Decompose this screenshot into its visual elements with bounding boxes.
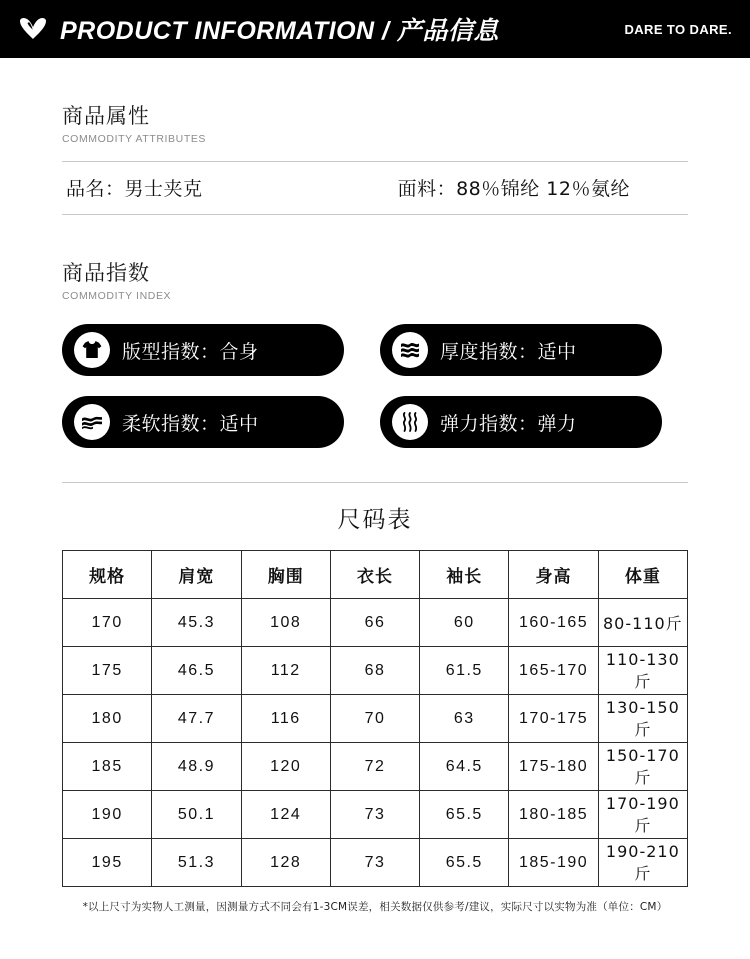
- cell-chest: 116: [241, 695, 330, 743]
- index-title-en: COMMODITY INDEX: [62, 290, 172, 302]
- index-section-heading: [62, 257, 688, 302]
- table-row: [63, 647, 688, 695]
- cell-weight: 130-150斤: [598, 695, 687, 743]
- cell-length: 73: [330, 839, 419, 887]
- table-row: [63, 791, 688, 839]
- cell-height: 175-180: [509, 743, 598, 791]
- brand-slogan: DARE TO DARE.: [624, 21, 732, 37]
- size-table-title: 尺码表: [337, 507, 413, 533]
- cell-shoulder: 45.3: [152, 599, 241, 647]
- cell-length: 72: [330, 743, 419, 791]
- cell-shoulder: 47.7: [152, 695, 241, 743]
- table-row: [63, 839, 688, 887]
- index-pill-softness-label: 柔软指数：适中: [122, 412, 259, 435]
- cell-spec: 195: [63, 839, 152, 887]
- index-pill-elasticity: [380, 396, 662, 448]
- cell-weight: 150-170斤: [598, 743, 687, 791]
- cell-sleeve: 61.5: [420, 647, 509, 695]
- size-table-col-chest: 胸围: [241, 551, 330, 599]
- size-table-col-spec: 规格: [63, 551, 152, 599]
- cell-shoulder: 50.1: [152, 791, 241, 839]
- cell-sleeve: 60: [420, 599, 509, 647]
- index-pill-fit: [62, 324, 344, 376]
- table-row: [63, 743, 688, 791]
- softness-waves-icon: [74, 404, 110, 440]
- index-pill-softness: [62, 396, 344, 448]
- table-row: [63, 695, 688, 743]
- attributes-title-cn: 商品属性: [62, 104, 150, 128]
- size-table-col-weight: 体重: [598, 551, 687, 599]
- cell-weight: 80-110斤: [598, 599, 687, 647]
- cell-length: 66: [330, 599, 419, 647]
- cell-chest: 120: [241, 743, 330, 791]
- size-table: [62, 550, 688, 887]
- size-table-col-sleeve: 袖长: [420, 551, 509, 599]
- cell-chest: 124: [241, 791, 330, 839]
- attributes-title-en: COMMODITY ATTRIBUTES: [62, 133, 207, 145]
- size-section-divider: [62, 482, 688, 483]
- size-table-col-shoulder: 肩宽: [152, 551, 241, 599]
- attribute-product-name: 品名：男士夹克: [66, 178, 203, 200]
- cell-chest: 108: [241, 599, 330, 647]
- index-pill-grid: [62, 324, 688, 448]
- cell-height: 165-170: [509, 647, 598, 695]
- thickness-layers-icon: [392, 332, 428, 368]
- page-header: [0, 0, 750, 58]
- attributes-row: [62, 161, 688, 215]
- cell-spec: 190: [63, 791, 152, 839]
- cell-spec: 185: [63, 743, 152, 791]
- elastic-springs-icon: [392, 404, 428, 440]
- attributes-section-heading: [62, 100, 688, 145]
- cell-spec: 180: [63, 695, 152, 743]
- table-row: [63, 599, 688, 647]
- index-pill-thickness: [380, 324, 662, 376]
- cell-length: 68: [330, 647, 419, 695]
- cell-weight: 170-190斤: [598, 791, 687, 839]
- size-table-header-row: [63, 551, 688, 599]
- size-table-note: *以上尺寸为实物人工测量，因测量方式不同会有1-3CM误差，相关数据仅供参考/建议，实际尺寸以实物为准（单位：CM）: [82, 901, 668, 913]
- cell-height: 185-190: [509, 839, 598, 887]
- attribute-fabric: 面料：88％锦纶 12％氨纶: [397, 178, 630, 200]
- cell-shoulder: 46.5: [152, 647, 241, 695]
- heart-bird-logo-icon: [16, 12, 50, 46]
- page-title-en: PRODUCT INFORMATION /: [60, 17, 397, 45]
- size-table-col-height: 身高: [509, 551, 598, 599]
- cell-weight: 110-130斤: [598, 647, 687, 695]
- size-table-col-length: 衣长: [330, 551, 419, 599]
- cell-height: 180-185: [509, 791, 598, 839]
- cell-chest: 128: [241, 839, 330, 887]
- index-pill-elasticity-label: 弹力指数：弹力: [440, 412, 577, 435]
- cell-spec: 175: [63, 647, 152, 695]
- cell-chest: 112: [241, 647, 330, 695]
- cell-sleeve: 64.5: [420, 743, 509, 791]
- cell-sleeve: 65.5: [420, 791, 509, 839]
- page-title: [60, 11, 499, 47]
- cell-shoulder: 48.9: [152, 743, 241, 791]
- index-pill-thickness-label: 厚度指数：适中: [440, 340, 577, 363]
- page-title-cn: 产品信息: [396, 16, 499, 45]
- cell-sleeve: 65.5: [420, 839, 509, 887]
- page-content: [0, 100, 750, 914]
- cell-shoulder: 51.3: [152, 839, 241, 887]
- cell-length: 73: [330, 791, 419, 839]
- cell-spec: 170: [63, 599, 152, 647]
- cell-height: 160-165: [509, 599, 598, 647]
- cell-sleeve: 63: [420, 695, 509, 743]
- index-pill-fit-label: 版型指数：合身: [122, 340, 259, 363]
- cell-weight: 190-210斤: [598, 839, 687, 887]
- cell-length: 70: [330, 695, 419, 743]
- index-title-cn: 商品指数: [62, 261, 150, 285]
- cell-height: 170-175: [509, 695, 598, 743]
- tshirt-icon: [74, 332, 110, 368]
